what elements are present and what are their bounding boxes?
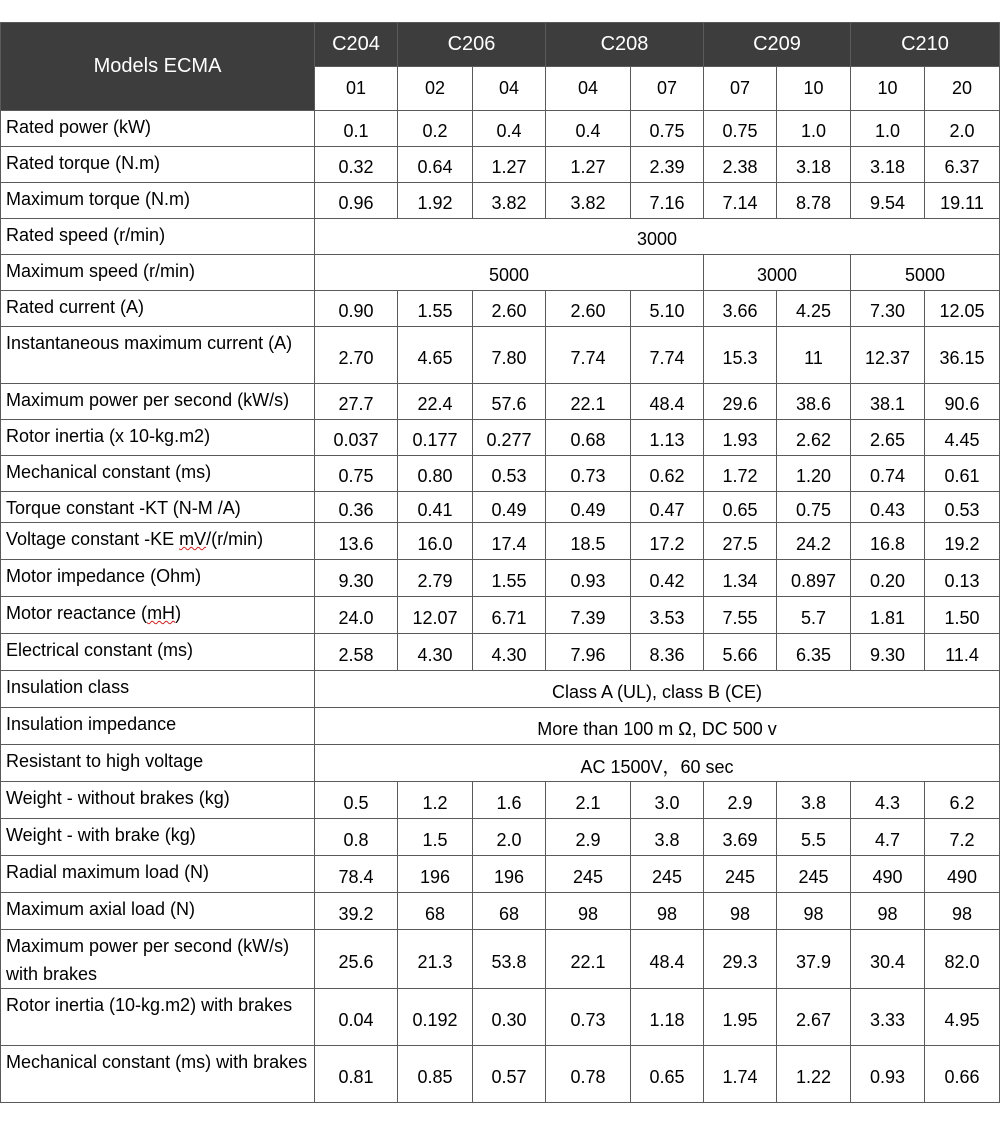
value-cell: 2.60	[546, 291, 631, 327]
value-cell: 0.90	[315, 291, 398, 327]
row-label: Mechanical constant (ms)	[1, 456, 315, 492]
value-cell: 7.74	[631, 327, 704, 384]
value-cell: 16.0	[398, 523, 473, 560]
value-cell: 3.53	[631, 597, 704, 634]
value-cell: 68	[473, 893, 546, 930]
value-cell: 1.5	[398, 819, 473, 856]
row-label-part: /(r/min)	[206, 529, 264, 549]
value-cell: 22.4	[398, 384, 473, 420]
submodel-header: 04	[473, 67, 546, 111]
value-cell: 0.897	[777, 560, 851, 597]
value-cell: 1.34	[704, 560, 777, 597]
value-cell: 53.8	[473, 930, 546, 989]
value-cell: 7.39	[546, 597, 631, 634]
value-cell: 11	[777, 327, 851, 384]
value-cell: 27.5	[704, 523, 777, 560]
row-label: Resistant to high voltage	[1, 745, 315, 782]
value-cell: 0.47	[631, 492, 704, 523]
value-cell: 1.55	[398, 291, 473, 327]
value-cell: 29.6	[704, 384, 777, 420]
spec-row	[1, 327, 1000, 384]
value-cell: 22.1	[546, 384, 631, 420]
group-header: C209	[704, 23, 851, 67]
value-cell: 98	[546, 893, 631, 930]
submodel-header: 10	[777, 67, 851, 111]
merged-value-cell: 3000	[704, 255, 851, 291]
spec-row	[1, 1046, 1000, 1103]
spec-row	[1, 523, 1000, 560]
row-label-unit: mH	[147, 603, 176, 623]
value-cell: 4.65	[398, 327, 473, 384]
value-cell: 2.0	[473, 819, 546, 856]
submodel-header: 01	[315, 67, 398, 111]
spec-row	[1, 597, 1000, 634]
row-label: Rated current (A)	[1, 291, 315, 327]
value-cell: 0.80	[398, 456, 473, 492]
value-cell: 38.1	[851, 384, 925, 420]
value-cell: 7.80	[473, 327, 546, 384]
value-cell: 3.18	[851, 147, 925, 183]
value-cell: 9.54	[851, 183, 925, 219]
value-cell: 0.61	[925, 456, 1000, 492]
merged-value-cell: 3000	[315, 219, 1000, 255]
value-cell: 2.0	[925, 111, 1000, 147]
submodel-header: 10	[851, 67, 925, 111]
value-cell: 1.55	[473, 560, 546, 597]
row-label: Rotor inertia (10-kg.m2) with brakes	[1, 989, 315, 1046]
value-cell: 98	[777, 893, 851, 930]
row-label	[1, 597, 315, 634]
value-cell: 1.13	[631, 420, 704, 456]
value-cell: 0.65	[631, 1046, 704, 1103]
value-cell: 0.49	[473, 492, 546, 523]
value-cell: 0.1	[315, 111, 398, 147]
value-cell: 68	[398, 893, 473, 930]
value-cell: 0.43	[851, 492, 925, 523]
spec-row	[1, 930, 1000, 989]
value-cell: 1.18	[631, 989, 704, 1046]
header-row-groups	[1, 23, 1000, 67]
value-cell: 22.1	[546, 930, 631, 989]
value-cell: 0.75	[704, 111, 777, 147]
value-cell: 25.6	[315, 930, 398, 989]
value-cell: 490	[851, 856, 925, 893]
spec-row	[1, 634, 1000, 671]
value-cell: 0.85	[398, 1046, 473, 1103]
value-cell: 6.35	[777, 634, 851, 671]
value-cell: 6.71	[473, 597, 546, 634]
value-cell: 57.6	[473, 384, 546, 420]
group-header: C208	[546, 23, 704, 67]
value-cell: 19.2	[925, 523, 1000, 560]
value-cell: 7.16	[631, 183, 704, 219]
value-cell: 0.13	[925, 560, 1000, 597]
value-cell: 0.73	[546, 456, 631, 492]
value-cell: 7.74	[546, 327, 631, 384]
value-cell: 12.05	[925, 291, 1000, 327]
models-label: Models ECMA	[1, 23, 315, 111]
value-cell: 98	[631, 893, 704, 930]
value-cell: 2.79	[398, 560, 473, 597]
value-cell: 3.69	[704, 819, 777, 856]
merged-value-cell: More than 100 m Ω, DC 500 v	[315, 708, 1000, 745]
row-label-unit: mV	[179, 529, 207, 549]
submodel-header: 02	[398, 67, 473, 111]
value-cell: 2.39	[631, 147, 704, 183]
value-cell: 0.68	[546, 420, 631, 456]
row-label: Maximum power per second (kW/s) with brakes	[1, 930, 315, 989]
value-cell: 1.95	[704, 989, 777, 1046]
spec-row	[1, 708, 1000, 745]
spec-row	[1, 745, 1000, 782]
spec-row	[1, 492, 1000, 523]
value-cell: 4.30	[398, 634, 473, 671]
value-cell: 0.53	[925, 492, 1000, 523]
row-label: Insulation class	[1, 671, 315, 708]
row-label-part: )	[175, 603, 182, 623]
value-cell: 0.192	[398, 989, 473, 1046]
value-cell: 6.37	[925, 147, 1000, 183]
value-cell: 1.72	[704, 456, 777, 492]
row-label: Maximum axial load (N)	[1, 893, 315, 930]
value-cell: 2.9	[704, 782, 777, 819]
value-cell: 18.5	[546, 523, 631, 560]
row-label: Motor impedance (Ohm)	[1, 560, 315, 597]
row-label: Weight - with brake (kg)	[1, 819, 315, 856]
value-cell: 245	[631, 856, 704, 893]
value-cell: 4.45	[925, 420, 1000, 456]
value-cell: 0.49	[546, 492, 631, 523]
value-cell: 0.66	[925, 1046, 1000, 1103]
value-cell: 5.7	[777, 597, 851, 634]
submodel-header: 04	[546, 67, 631, 111]
row-label: Mechanical constant (ms) with brakes	[1, 1046, 315, 1103]
value-cell: 13.6	[315, 523, 398, 560]
value-cell: 4.7	[851, 819, 925, 856]
value-cell: 1.27	[473, 147, 546, 183]
spec-row	[1, 255, 1000, 291]
value-cell: 0.41	[398, 492, 473, 523]
value-cell: 90.6	[925, 384, 1000, 420]
spec-row	[1, 782, 1000, 819]
row-label: Maximum torque (N.m)	[1, 183, 315, 219]
merged-value-cell: Class A (UL), class B (CE)	[315, 671, 1000, 708]
spec-row	[1, 819, 1000, 856]
value-cell: 1.74	[704, 1046, 777, 1103]
spec-row	[1, 856, 1000, 893]
value-cell: 245	[777, 856, 851, 893]
group-header: C204	[315, 23, 398, 67]
value-cell: 0.30	[473, 989, 546, 1046]
submodel-header: 20	[925, 67, 1000, 111]
value-cell: 8.36	[631, 634, 704, 671]
value-cell: 4.95	[925, 989, 1000, 1046]
value-cell: 6.2	[925, 782, 1000, 819]
submodel-header: 07	[704, 67, 777, 111]
value-cell: 5.66	[704, 634, 777, 671]
value-cell: 0.75	[777, 492, 851, 523]
group-header: C206	[398, 23, 546, 67]
row-label: Rated torque (N.m)	[1, 147, 315, 183]
value-cell: 0.78	[546, 1046, 631, 1103]
value-cell: 0.277	[473, 420, 546, 456]
value-cell: 3.18	[777, 147, 851, 183]
row-label: Rotor inertia (x 10-kg.m2)	[1, 420, 315, 456]
value-cell: 1.0	[777, 111, 851, 147]
value-cell: 0.64	[398, 147, 473, 183]
group-header: C210	[851, 23, 1000, 67]
value-cell: 2.38	[704, 147, 777, 183]
value-cell: 4.3	[851, 782, 925, 819]
row-label: Torque constant -KT (N-M /A)	[1, 492, 315, 523]
value-cell: 0.75	[315, 456, 398, 492]
value-cell: 7.2	[925, 819, 1000, 856]
row-label: Maximum speed (r/min)	[1, 255, 315, 291]
value-cell: 7.14	[704, 183, 777, 219]
value-cell: 196	[398, 856, 473, 893]
value-cell: 0.73	[546, 989, 631, 1046]
value-cell: 48.4	[631, 930, 704, 989]
value-cell: 7.30	[851, 291, 925, 327]
value-cell: 245	[704, 856, 777, 893]
spec-row	[1, 219, 1000, 255]
row-label-part: Motor reactance (	[6, 603, 148, 623]
row-label-part: Voltage constant -KE	[6, 529, 180, 549]
value-cell: 17.4	[473, 523, 546, 560]
value-cell: 16.8	[851, 523, 925, 560]
value-cell: 1.81	[851, 597, 925, 634]
value-cell: 2.65	[851, 420, 925, 456]
value-cell: 0.96	[315, 183, 398, 219]
spec-row	[1, 291, 1000, 327]
value-cell: 19.11	[925, 183, 1000, 219]
value-cell: 196	[473, 856, 546, 893]
value-cell: 0.81	[315, 1046, 398, 1103]
spec-row	[1, 671, 1000, 708]
value-cell: 1.0	[851, 111, 925, 147]
row-label: Instantaneous maximum current (A)	[1, 327, 315, 384]
value-cell: 0.42	[631, 560, 704, 597]
value-cell: 0.5	[315, 782, 398, 819]
value-cell: 3.82	[546, 183, 631, 219]
servo-motor-spec-table	[0, 22, 1000, 1103]
value-cell: 0.8	[315, 819, 398, 856]
spec-row	[1, 147, 1000, 183]
spec-rows	[1, 111, 1000, 1103]
value-cell: 0.53	[473, 456, 546, 492]
value-cell: 78.4	[315, 856, 398, 893]
value-cell: 9.30	[851, 634, 925, 671]
value-cell: 1.93	[704, 420, 777, 456]
value-cell: 2.62	[777, 420, 851, 456]
value-cell: 8.78	[777, 183, 851, 219]
row-label: Rated speed (r/min)	[1, 219, 315, 255]
value-cell: 0.20	[851, 560, 925, 597]
value-cell: 15.3	[704, 327, 777, 384]
row-label: Radial maximum load (N)	[1, 856, 315, 893]
value-cell: 98	[925, 893, 1000, 930]
value-cell: 3.66	[704, 291, 777, 327]
value-cell: 0.2	[398, 111, 473, 147]
value-cell: 0.32	[315, 147, 398, 183]
value-cell: 27.7	[315, 384, 398, 420]
value-cell: 5.10	[631, 291, 704, 327]
value-cell: 3.8	[777, 782, 851, 819]
value-cell: 11.4	[925, 634, 1000, 671]
value-cell: 1.2	[398, 782, 473, 819]
value-cell: 24.2	[777, 523, 851, 560]
value-cell: 1.6	[473, 782, 546, 819]
spec-row	[1, 384, 1000, 420]
row-label: Electrical constant (ms)	[1, 634, 315, 671]
value-cell: 0.75	[631, 111, 704, 147]
value-cell: 2.70	[315, 327, 398, 384]
row-label: Weight - without brakes (kg)	[1, 782, 315, 819]
value-cell: 4.25	[777, 291, 851, 327]
value-cell: 2.1	[546, 782, 631, 819]
value-cell: 2.58	[315, 634, 398, 671]
spec-row	[1, 560, 1000, 597]
value-cell: 3.33	[851, 989, 925, 1046]
value-cell: 24.0	[315, 597, 398, 634]
value-cell: 29.3	[704, 930, 777, 989]
value-cell: 0.93	[851, 1046, 925, 1103]
value-cell: 245	[546, 856, 631, 893]
value-cell: 0.4	[546, 111, 631, 147]
value-cell: 7.55	[704, 597, 777, 634]
value-cell: 17.2	[631, 523, 704, 560]
value-cell: 0.74	[851, 456, 925, 492]
value-cell: 36.15	[925, 327, 1000, 384]
value-cell: 3.0	[631, 782, 704, 819]
value-cell: 1.50	[925, 597, 1000, 634]
value-cell: 3.82	[473, 183, 546, 219]
value-cell: 0.36	[315, 492, 398, 523]
spec-row	[1, 893, 1000, 930]
value-cell: 82.0	[925, 930, 1000, 989]
value-cell: 7.96	[546, 634, 631, 671]
row-label	[1, 523, 315, 560]
merged-value-cell: 5000	[851, 255, 1000, 291]
spec-row	[1, 420, 1000, 456]
value-cell: 0.93	[546, 560, 631, 597]
merged-value-cell: AC 1500V，60 sec	[315, 745, 1000, 782]
value-cell: 4.30	[473, 634, 546, 671]
value-cell: 0.177	[398, 420, 473, 456]
submodel-header: 07	[631, 67, 704, 111]
value-cell: 0.62	[631, 456, 704, 492]
value-cell: 12.37	[851, 327, 925, 384]
value-cell: 12.07	[398, 597, 473, 634]
value-cell: 48.4	[631, 384, 704, 420]
value-cell: 1.92	[398, 183, 473, 219]
value-cell: 37.9	[777, 930, 851, 989]
value-cell: 98	[704, 893, 777, 930]
value-cell: 2.9	[546, 819, 631, 856]
value-cell: 0.4	[473, 111, 546, 147]
value-cell: 490	[925, 856, 1000, 893]
value-cell: 21.3	[398, 930, 473, 989]
value-cell: 1.27	[546, 147, 631, 183]
value-cell: 3.8	[631, 819, 704, 856]
value-cell: 2.67	[777, 989, 851, 1046]
spec-row	[1, 183, 1000, 219]
row-label: Insulation impedance	[1, 708, 315, 745]
spec-row	[1, 111, 1000, 147]
value-cell: 0.037	[315, 420, 398, 456]
value-cell: 39.2	[315, 893, 398, 930]
row-label: Rated power (kW)	[1, 111, 315, 147]
value-cell: 98	[851, 893, 925, 930]
spec-row	[1, 456, 1000, 492]
value-cell: 1.22	[777, 1046, 851, 1103]
value-cell: 30.4	[851, 930, 925, 989]
merged-value-cell: 5000	[315, 255, 704, 291]
value-cell: 0.65	[704, 492, 777, 523]
spec-row	[1, 989, 1000, 1046]
value-cell: 2.60	[473, 291, 546, 327]
value-cell: 9.30	[315, 560, 398, 597]
value-cell: 0.57	[473, 1046, 546, 1103]
row-label: Maximum power per second (kW/s)	[1, 384, 315, 420]
value-cell: 1.20	[777, 456, 851, 492]
value-cell: 5.5	[777, 819, 851, 856]
value-cell: 0.04	[315, 989, 398, 1046]
value-cell: 38.6	[777, 384, 851, 420]
